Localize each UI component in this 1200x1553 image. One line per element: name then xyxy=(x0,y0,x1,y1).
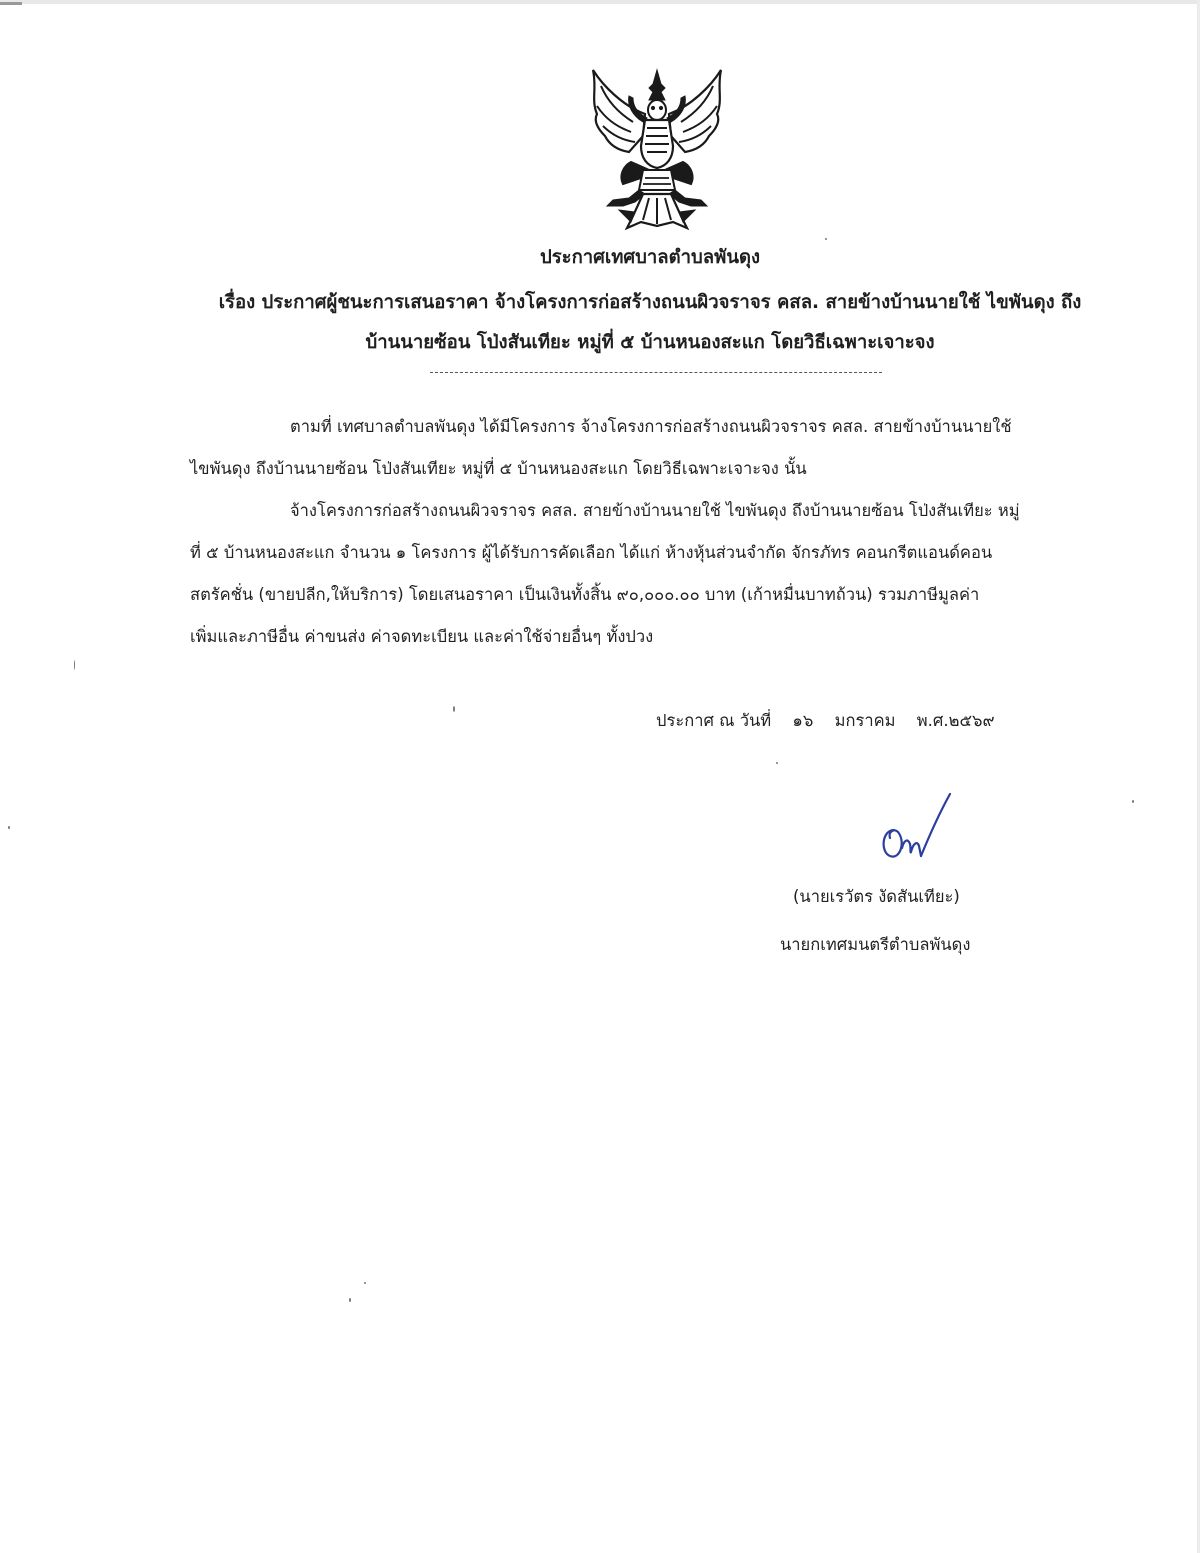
body-line: ที่ ๕ บ้านหนองสะแก จำนวน ๑ โครงการ ผู้ได้รับการคัดเลือก ได้แก่ ห้างหุ้นส่วนจำกัด จักรภัทร คอนกรีตแอนด์คอน xyxy=(190,543,993,562)
body-line: สตรัคชั่น (ขายปลีก,ให้บริการ) โดยเสนอราคา เป็นเงินทั้งสิ้น ๙๐,๐๐๐.๐๐ บาท (เก้าหมื่นบาทถ้วน) รวมภาษีมูลค่า xyxy=(190,585,980,604)
body-line: เพิ่มและภาษีอื่น ค่าขนส่ง ค่าจดทะเบียน และค่าใช้จ่ายอื่นๆ ทั้งปวง xyxy=(190,627,654,646)
scan-edge xyxy=(0,0,1200,4)
garuda-emblem-icon xyxy=(583,66,731,232)
date-prefix: ประกาศ ณ วันที่ xyxy=(656,711,772,730)
dashed-divider xyxy=(430,372,882,373)
scan-speck xyxy=(364,1282,366,1284)
scan-speck xyxy=(74,660,75,670)
date-day: ๑๖ xyxy=(792,711,814,730)
subject-line: เรื่อง ประกาศผู้ชนะการเสนอราคา จ้างโครงการก่อสร้างถนนผิวจราจร คสล. สายข้างบ้านนายใช้ ไขพันดุง ถึง xyxy=(218,292,1082,313)
organization-title: ประกาศเทศบาลตำบลพันดุง xyxy=(539,247,761,268)
signatory-position: นายกเทศมนตรีตำบลพันดุง xyxy=(780,935,971,954)
scan-speck xyxy=(1132,800,1134,803)
scan-speck xyxy=(825,238,827,240)
scan-speck xyxy=(8,826,10,829)
date-month: มกราคม xyxy=(834,711,896,730)
signatory-name: (นายเรวัตร งัดสันเทียะ) xyxy=(793,887,960,906)
scan-mark xyxy=(0,2,22,5)
scan-speck xyxy=(349,1298,351,1302)
scan-speck xyxy=(453,706,455,712)
handwritten-signature-icon xyxy=(876,790,956,870)
body-line: จ้างโครงการก่อสร้างถนนผิวจราจร คสล. สายข้างบ้านนายใช้ ไขพันดุง ถึงบ้านนายซ้อน โป่งสันเทียะ หมู่ xyxy=(290,501,1020,520)
date-year: พ.ศ.๒๕๖๙ xyxy=(916,711,995,730)
body-line: ตามที่ เทศบาลตำบลพันดุง ได้มีโครงการ จ้างโครงการก่อสร้างถนนผิวจราจร คสล. สายข้างบ้านนายใช้ xyxy=(290,417,1012,436)
body-line: ไขพันดุง ถึงบ้านนายซ้อน โป่งสันเทียะ หมู่ที่ ๕ บ้านหนองสะแก โดยวิธีเฉพาะเจาะจง นั้น xyxy=(190,459,807,478)
subject-line: บ้านนายซ้อน โป่งสันเทียะ หมู่ที่ ๕ บ้านหนองสะแก โดยวิธีเฉพาะเจาะจง xyxy=(365,332,935,353)
scan-speck xyxy=(776,762,778,764)
announcement-date xyxy=(656,708,1011,734)
